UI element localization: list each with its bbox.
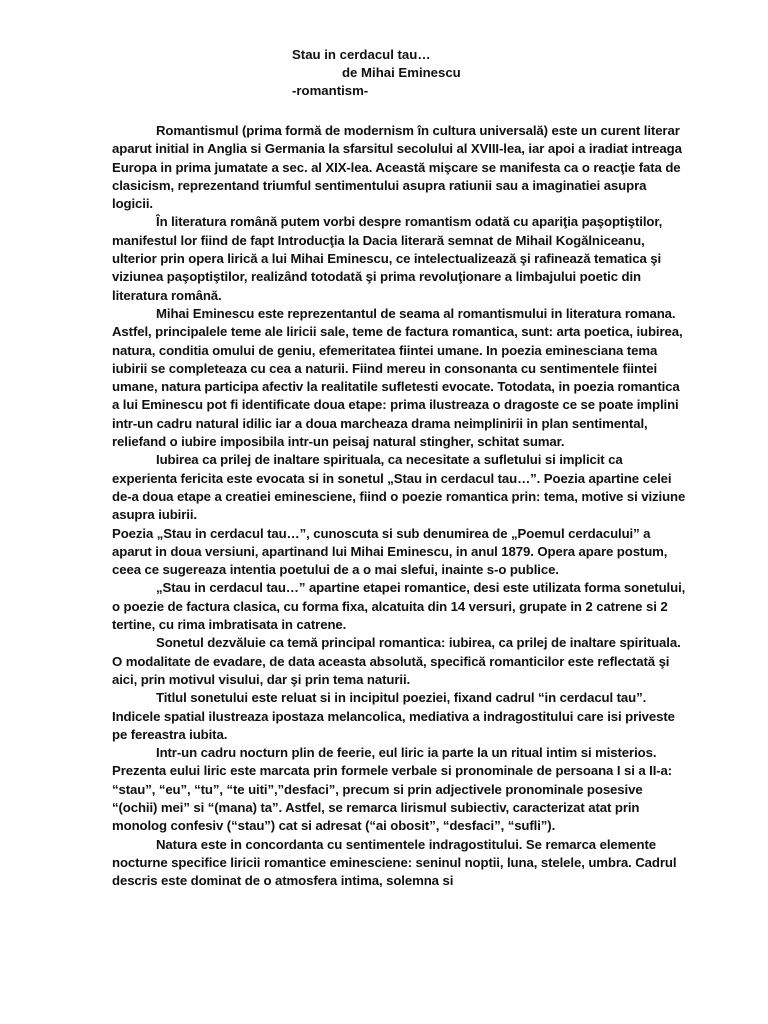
document-body bbox=[112, 122, 686, 890]
paragraph-3: Mihai Eminescu este reprezentantul de seama al romantismului in literatura romana. Astfel, principalele teme ale liricii sale, teme de factura romantica, sunt: arta poetica, iubirea, natura, conditia omului de geniu, efemeritatea fiintei umane. In poezia eminesciana tema iubirii se completeaza cu cea a naturii. Fiind mereu in consonanta cu sentimentele fiintei umane, natura participa afectiv la realitatile sufletesti evocate. Totodata, in poezia romantica a lui Eminescu pot fi identificate doua etape: prima ilustreaza o dragoste ce se poate implini intr-un cadru natural idilic iar a doua marcheaza drama neimplinirii in plan sentimental, reliefand o iubire imposibila intr-un peisaj natural stingher, schitat sumar. bbox=[112, 305, 683, 450]
paragraph-6: „Stau in cerdacul tau…” apartine etapei romantice, desi este utilizata forma sonetului, o poezie de factura clasica, cu forma fixa, alcatuita din 14 versuri, grupate in 2 catrene si 2 tertine, cu rima imbratisata in catrene. bbox=[112, 580, 686, 633]
paragraph-7: Sonetul dezvăluie ca temă principal romantica: iubirea, ca prilej de inaltare spirituala. O modalitate de evadare, de data aceasta absolută, specifică romanticilor este reflectată şi aici, prin motivul visului, dar şi prin tema naturii. bbox=[112, 635, 681, 687]
paragraph-4: Iubirea ca prilej de inaltare spirituala, ca necesitate a sufletului si implicit ca experienta fericita este evocata si in sonetul „Stau in cerdacul tau…”. Poezia apartine celei de-a doua etape a creatiei eminesciene, fiind o poezie romantica prin: tema, motive si viziune asupra iubirii. bbox=[112, 452, 686, 523]
paragraph-2: În literatura română putem vorbi despre romantism odată cu apariţia paşoptiştilor, manifestul lor fiind de fapt Introducţia la Dacia literară semnat de Mihail Kogălniceanu, ulterior prin opera lirică a lui Mihai Eminescu, ce intelectualizează şi rafinează tematica şi viziunea paşoptiştilor, realizând totodată şi prima revoluţionare a limbajului poetic din literatura română. bbox=[112, 214, 663, 303]
paragraph-8: Titlul sonetului este reluat si in incipitul poeziei, fixand cadrul “in cerdacul tau”. Indicele spatial ilustreaza ipostaza melancolica, mediativa a indragostitului care isi priveste pe fereastra iubita. bbox=[112, 690, 675, 742]
title-block bbox=[292, 46, 686, 100]
paragraph-5: Poezia „Stau in cerdacul tau…”, cunoscuta si sub denumirea de „Poemul cerdacului” a aparut in doua versiuni, apartinand lui Mihai Eminescu, in anul 1879. Opera apare postum, ceea ce sugereaza intentia poetului de a o mai slefui, inainte s-o publice. bbox=[112, 525, 668, 578]
paragraph-10: Natura este in concordanta cu sentimentele indragostitului. Se remarca elemente nocturne specifice liricii romantice eminesciene: seninul noptii, luna, stelele, umbra. Cadrul descris este dominat de o atmosfera intima, solemna si bbox=[112, 836, 677, 889]
paragraph-9: Intr-un cadru nocturn plin de feerie, eul liric ia parte la un ritual intim si misterios. Prezenta eului liric este marcata prin formele verbale si pronominale de persoana I si a II-a: “stau”, “eu”, “tu”, “te uiti”,”desfaci”, precum si prin adjectivele pronominale posesive “(ochii) mei” si “(mana) ta”. Astfel, se remarca lirismul subiectiv, caracterizat atat prin monolog confesiv (“stau”) cat si adresat (“ai obosit”, “desfaci”, “sufli”). bbox=[112, 745, 673, 834]
poem-title: Stau in cerdacul tau… bbox=[292, 47, 431, 62]
paragraph-1: Romantismul (prima formă de modernism în cultura universală) este un curent literar aparut initial in Anglia si Germania la sfarsitul secolului al XVIII-lea, iar apoi a iradiat intreaga Europa in prima jumatate a sec. al XIX-lea. Această mişcare se manifesta ca o reacţie fata de clasicism, reprezentand triumful sentimentului asupra ratiunii sau a imaginatiei asupra logicii. bbox=[112, 123, 682, 212]
movement-label: -romantism- bbox=[292, 83, 369, 98]
poem-author: de Mihai Eminescu bbox=[342, 65, 461, 80]
